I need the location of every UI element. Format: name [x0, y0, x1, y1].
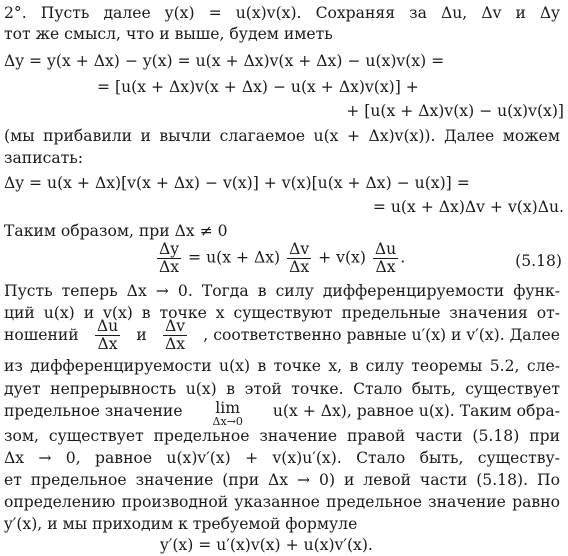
- lhs-fraction: [157, 241, 181, 276]
- text-segment: и: [136, 326, 147, 344]
- numerator: Δu: [96, 317, 119, 335]
- text-segment: ношений: [4, 326, 79, 344]
- equation-1-line-3: + [u(x + Δx)v(x) − u(x)v(x)]: [346, 102, 564, 120]
- paragraph-1-line-2: тот же смысл, что и выше, будем иметь: [4, 25, 333, 43]
- paragraph-2-line-2: записать:: [4, 149, 83, 167]
- lhs-numerator: Δy: [159, 240, 180, 258]
- paragraph-4-line-6: [4, 401, 560, 427]
- lim-word: lim: [215, 399, 241, 417]
- final-formula: y′(x) = u′(x)v(x) + u(x)v′(x).: [160, 536, 373, 554]
- paragraph-2-line-1: (мы прибавили и вычли слагаемое u(x + Δx)v(x)). Далее можем: [4, 127, 560, 145]
- paragraph-4-line-3: [4, 318, 560, 353]
- equation-2-line-1: Δy = u(x + Δx)[v(x + Δx) − v(x)] + v(x)[u(x + Δx) − u(x)] =: [4, 174, 470, 192]
- paragraph-4-line-7: зом, существует предельное значение правой части (5.18) при: [4, 427, 560, 445]
- eq-mid-2: + v(x): [318, 248, 366, 267]
- denominator: Δx: [165, 335, 186, 353]
- equation-number: (5.18): [515, 252, 562, 270]
- equation-1-line-2: = [u(x + Δx)v(x + Δx) − u(x + Δx)v(x)] +: [97, 78, 419, 96]
- equation-2-line-2: = u(x + Δx)Δv + v(x)Δu.: [372, 198, 564, 216]
- numerator: Δv: [165, 317, 186, 335]
- equation-5-18: [155, 241, 405, 276]
- numerator: Δv: [289, 240, 310, 258]
- denominator: Δx: [375, 258, 396, 276]
- lim-subscript: Δx→0: [212, 415, 243, 428]
- text-segment: предельное значение: [4, 402, 183, 420]
- eq-end: .: [400, 248, 406, 267]
- paragraph-4-line-10: определению производной указанное предельное значение равно: [4, 493, 560, 511]
- paragraph-4-line-1: Пусть теперь Δx → 0. Тогда в силу дифференцируемости функ-: [4, 282, 560, 300]
- paragraph-4-line-4: из дифференцируемости u(x) в точке x, в силу теоремы 5.2, сле-: [4, 357, 560, 375]
- text-segment: , соответственно равные u′(x) и v′(x). Далее: [203, 326, 560, 344]
- fraction-du-dx: [373, 241, 398, 276]
- fraction-dv-dx: [287, 241, 311, 276]
- fraction-dv-dx-inline: [163, 318, 187, 353]
- denominator: Δx: [97, 335, 118, 353]
- denominator: Δx: [289, 258, 310, 276]
- limit-operator: [213, 401, 243, 427]
- paragraph-4-line-2: ций u(x) и v(x) в точке x существуют предельные значения от-: [4, 304, 560, 322]
- paragraph-4-line-5: дует непрерывность u(x) в этой точке. Стало быть, существует: [4, 380, 560, 398]
- numerator: Δu: [374, 240, 397, 258]
- fraction-du-dx-inline: [95, 318, 120, 353]
- lhs-denominator: Δx: [159, 258, 180, 276]
- eq-mid-1: = u(x + Δx): [188, 248, 281, 267]
- paragraph-4-line-9: ет предельное значение (при Δx → 0) и левой части (5.18). По: [4, 471, 560, 489]
- text-segment: u(x + Δx), равное u(x). Таким обра-: [272, 402, 560, 420]
- equation-1-line-1: Δy = y(x + Δx) − y(x) = u(x + Δx)v(x + Δx) − u(x)v(x) =: [4, 52, 445, 70]
- paragraph-3: Таким образом, при Δx ≠ 0: [4, 222, 228, 240]
- paragraph-4-line-11: y′(x), и мы приходим к требуемой формуле: [4, 515, 358, 533]
- paragraph-1-line-1: 2°. Пусть далее y(x) = u(x)v(x). Сохраняя за Δu, Δv и Δy: [4, 4, 560, 22]
- paragraph-4-line-8: Δx → 0, равное u(x)v′(x) + v(x)u′(x). Стало быть, существу-: [4, 449, 560, 467]
